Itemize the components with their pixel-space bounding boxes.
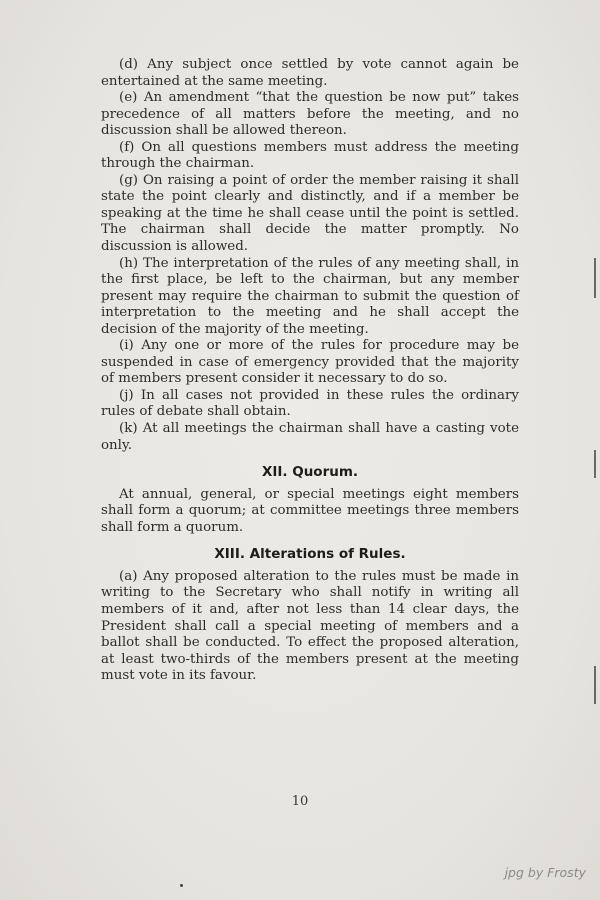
rule-e: (e) An amendment “that the question be now put” takes precedence of all matters before the meeting, and no discussion shall be allowed thereon. xyxy=(101,90,519,139)
section-heading-alterations: XIII. Alterations of Rules. xyxy=(214,546,406,563)
speck xyxy=(180,884,183,887)
rule-f: (f) On all questions members must address the meeting through the chairman. xyxy=(101,139,519,172)
section-body-quorum: At annual, general, or special meetings eight members shall form a quorum; at committee meetings three members shall form a quorum. xyxy=(101,486,519,535)
page-number: 10 xyxy=(291,794,309,809)
scan-edge-mark xyxy=(594,450,596,478)
scan-edge-mark xyxy=(594,666,596,704)
section-heading-quorum: XII. Quorum. xyxy=(261,464,359,481)
watermark: jpg by Frosty xyxy=(504,865,586,880)
rule-j: (j) In all cases not provided in these rules the ordinary rules of debate shall obtain. xyxy=(101,387,519,420)
section-body-alterations: (a) Any proposed alteration to the rules must be made in writing to the Secretary who shall notify in writing all members of it and, after not less than 14 clear days, the President shall call a special meeting of members and a ballot shall be conducted. To effect the proposed alteration, at least two-thirds of the members present at the meeting must vote in its favour. xyxy=(101,568,519,684)
rules-text xyxy=(101,57,519,685)
rule-h: (h) The interpretation of the rules of any meeting shall, in the first place, be left to the chairman, but any member present may require the chairman to submit the question of interpretation to the meeting and he shall accept the decision of the majority of the meeting. xyxy=(101,255,519,337)
rule-k: (k) At all meetings the chairman shall have a casting vote only. xyxy=(101,421,519,453)
rule-d: (d) Any subject once settled by vote cannot again be entertained at the same meeting. xyxy=(101,57,519,89)
scan-edge-mark xyxy=(594,258,596,298)
rule-g: (g) On raising a point of order the member raising it shall state the point clearly and distinctly, and if a member be speaking at the time he shall cease until the point is settled. The chairman shall decide the matter promptly. No discussion is allowed. xyxy=(101,172,519,255)
rule-i: (i) Any one or more of the rules for procedure may be suspended in case of emergency provided that the majority of members present consider it necessary to do so. xyxy=(101,338,519,387)
